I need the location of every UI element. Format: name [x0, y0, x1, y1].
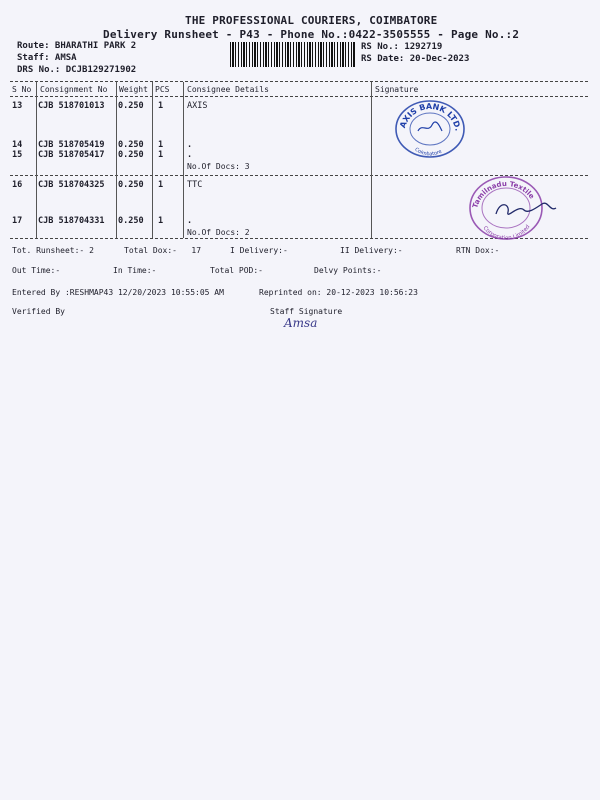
table-row-details: . — [187, 150, 193, 160]
total-pod: Total POD:- — [210, 266, 263, 275]
table-row-details: AXIS — [187, 101, 208, 111]
table-row-pcs: 1 — [158, 101, 164, 111]
runsheet-title: Delivery Runsheet - P43 - Phone No.:0422-3505555 - Page No.:2 — [103, 28, 520, 41]
barcode — [230, 42, 356, 67]
ii-delivery: II Delivery:- — [340, 246, 403, 255]
svg-text:Corporation Limited — [482, 224, 532, 242]
table-row-consignment: CJB 518704325 — [38, 180, 105, 190]
table-row-pcs: 1 — [158, 180, 164, 190]
col-header-sno: S No — [12, 85, 32, 94]
verified-by: Verified By — [12, 307, 65, 316]
table-row-sno: 17 — [12, 216, 23, 226]
delvy-points: Delvy Points:- — [314, 266, 382, 275]
table-row-weight: 0.250 — [118, 150, 144, 160]
table-row-consignment: CJB 518704331 — [38, 216, 105, 226]
table-row-sno: 16 — [12, 180, 23, 190]
rtn-dox: RTN Dox:- — [456, 246, 500, 255]
col-divider — [116, 82, 117, 238]
col-header-consignee: Consignee Details — [187, 85, 269, 94]
reprinted-on: Reprinted on: 20-12-2023 10:56:23 — [259, 288, 418, 297]
table-row-sno: 13 — [12, 101, 23, 111]
in-time: In Time:- — [113, 266, 157, 275]
table-row-details: . — [187, 216, 193, 226]
tn-stamp-subtext: Corporation Limited — [481, 224, 532, 242]
table-row-sno: 15 — [12, 150, 23, 160]
table-row-weight: 0.250 — [118, 216, 144, 226]
table-row-weight: 0.250 — [118, 140, 144, 150]
col-header-weight: Weight — [119, 85, 148, 94]
table-top-rule — [10, 81, 588, 82]
axis-stamp-subtext: Coimbatore — [413, 146, 443, 158]
col-header-signature: Signature — [375, 85, 419, 94]
entered-by: Entered By :RESHMAP43 12/20/2023 10:55:05 AM — [12, 288, 224, 297]
axis-bank-stamp — [392, 97, 468, 159]
table-row-pcs: 1 — [158, 216, 164, 226]
col-divider — [183, 82, 184, 238]
col-divider — [152, 82, 153, 238]
table-row-weight: 0.250 — [118, 180, 144, 190]
col-header-consignment: Consignment No — [40, 85, 108, 94]
table-row-consignment: CJB 518701013 — [38, 101, 105, 111]
table-header-rule — [10, 96, 588, 97]
table-row-details: . — [187, 140, 193, 150]
out-time: Out Time:- — [12, 266, 61, 275]
company-title: THE PROFESSIONAL COURIERS, COIMBATORE — [185, 14, 438, 27]
total-dox: Total Dox:- 17 — [124, 246, 202, 255]
table-row-details: TTC — [187, 180, 203, 190]
table-row-weight: 0.250 — [118, 101, 144, 111]
drs-number: DRS No.: DCJB129271902 — [17, 65, 137, 75]
tot-runsheet: Tot. Runsheet:- 2 — [12, 246, 94, 255]
col-divider — [371, 82, 372, 238]
staff-signature-label: Staff Signature — [270, 307, 343, 316]
docs-count: No.Of Docs: 3 — [187, 162, 250, 171]
table-row-sno: 14 — [12, 140, 23, 150]
col-divider — [36, 82, 37, 238]
rs-date: RS Date: 20-Dec-2023 — [361, 54, 470, 64]
tn-stamp-text: Tamilnadu Textile — [471, 179, 536, 210]
rs-number: RS No.: 1292719 — [361, 42, 443, 52]
table-row-pcs: 1 — [158, 140, 164, 150]
staff-signature: Amsa — [284, 316, 318, 330]
route-label: Route: BHARATHI PARK 2 — [17, 41, 137, 51]
docs-count: No.Of Docs: 2 — [187, 228, 250, 237]
table-row-consignment: CJB 518705417 — [38, 150, 105, 160]
col-header-pcs: PCS — [155, 85, 170, 94]
staff-label: Staff: AMSA — [17, 53, 77, 63]
table-row-consignment: CJB 518705419 — [38, 140, 105, 150]
table-row-pcs: 1 — [158, 150, 164, 160]
i-delivery: I Delivery:- — [230, 246, 288, 255]
tamilnadu-textile-stamp — [466, 174, 562, 242]
axis-stamp-text: AXIS BANK LTD. — [398, 101, 463, 132]
